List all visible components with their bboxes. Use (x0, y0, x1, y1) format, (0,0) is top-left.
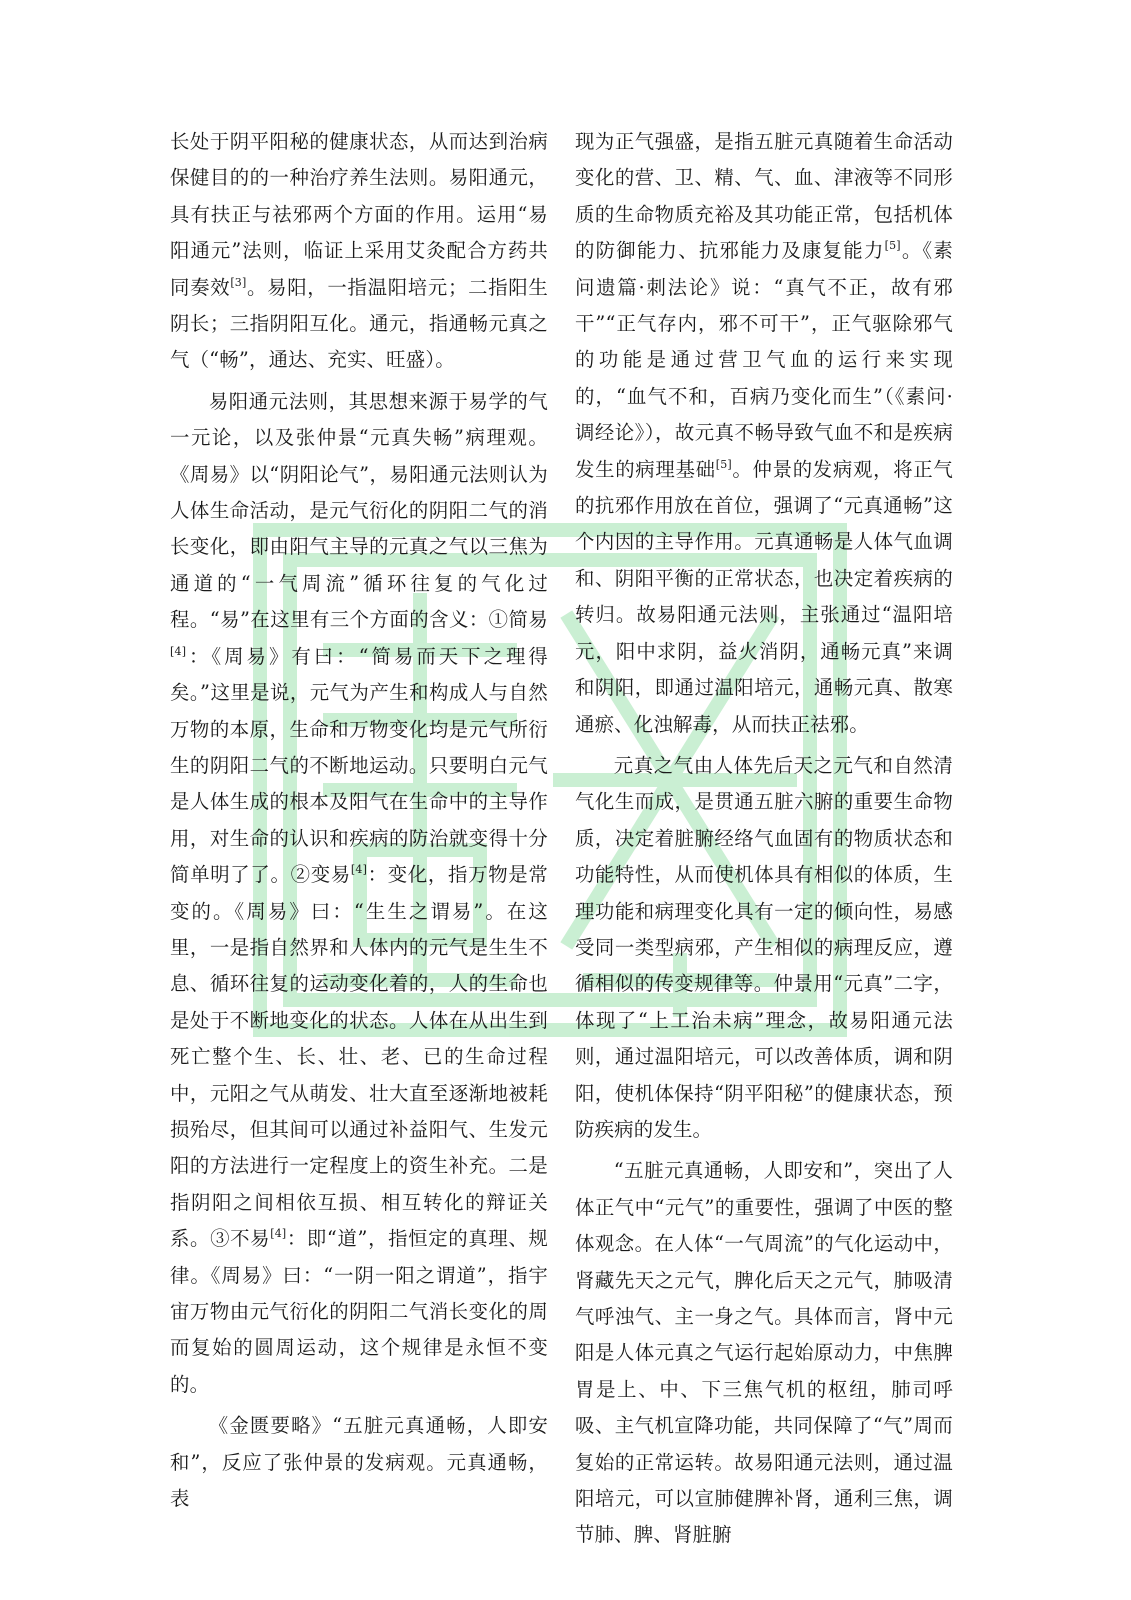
citation-ref: [4] (270, 1227, 287, 1241)
text-run: 易阳通元法则，其思想来源于易学的气一元论，以及张仲景“元真失畅”病理观。《周易》以“阴阳论气”，易阳通元法则认为人体生命活动，是元气衍化的阴阳二气的消长变化，即由阳气主导的元真之气以三焦为通道的“一气周流”循环往复的气化过程。“易”在这里有三个方面的含义：①简易 (170, 389, 548, 632)
text-run: ：即“道”，指恒定的真理、规律。《周易》曰：“一阴一阳之谓道”，指宇宙万物由元气衍化的阴阳二气消长变化的周而复始的圆周运动，这个规律是永恒不变的。 (170, 1227, 548, 1396)
citation-ref: [5] (884, 239, 901, 253)
text-run: 。《素问遗篇·刺法论》说：“真气不正，故有邪干”“正气存内，邪不可干”，正气驱除邪气的功能是通过营卫气血的运行来实现的，“血气不和，百病乃变化而生”（《素问·调经论》），故元真不畅导致气血不和是疾病发生的病理基础 (575, 239, 953, 481)
text-run: 。仲景的发病观，将正气的抗邪作用放在首位，强调了“元真通畅”这个内因的主导作用。元真通畅是人体气血调和、阴阳平衡的正常状态，也决定着疾病的转归。故易阳通元法则，主张通过“温阳培元，阳中求阴，益火消阴，通畅元真”来调和阴阳，即通过温阳培元，通畅元真、散寒通瘀、化浊解毒，从而扶正祛邪。 (575, 457, 953, 736)
text-run: “五脏元真通畅，人即安和”，突出了人体正气中“元气”的重要性，强调了中医的整体观念。在人体“一气周流”的气化运动中，肾藏先天之元气，脾化后天之元气，肺吸清气呼浊气、主一身之气。具体而言，肾中元阳是人体元真之气运行起始原动力，中焦脾胃是上、中、下三焦气机的枢纽，肺司呼吸、主气机宣降功能，共同保障了“气”周而复始的正常运转。故易阳通元法则，通过温阳培元，可以宣肺健脾补肾，通利三焦，调节肺、脾、肾脏腑 (575, 1159, 953, 1547)
text-run: 长处于阴平阳秘的健康状态，从而达到治病保健目的的一种治疗养生法则。易阳通元，具有扶正与祛邪两个方面的作用。运用“易阳通元”法则，临证上采用艾灸配合方药共同奏效 (170, 130, 548, 299)
citation-ref: [3] (230, 275, 247, 289)
paragraph (170, 1408, 548, 1517)
citation-ref: [4] (170, 644, 187, 658)
text-run: 。易阳，一指温阳培元；二指阳生阴长；三指阴阳互化。通元，指通畅元真之气（“畅”，通达、充实、旺盛）。 (170, 275, 549, 372)
citation-ref: [4] (350, 863, 368, 877)
paragraph (575, 124, 953, 743)
text-run: ：变化，指万物是常变的。《周易》曰：“生生之谓易”。在这里，一是指自然界和人体内的元气是生生不息、循环往复的运动变化着的，人的生命也是处于不断地变化的状态。人体在从出生到死亡整个生、长、壮、老、已的生命过程中，元阳之气从萌发、壮大直至逐渐地被耗损殆尽，但其间可以通过补益阳气、生发元阳的方法进行一定程度上的资生补充。二是指阴阳之间相依互损、相互转化的辩证关系。③不易 (170, 863, 548, 1251)
right-text-column (575, 124, 953, 1554)
paragraph (170, 384, 548, 1403)
left-text-column (170, 124, 548, 1517)
paragraph (575, 1153, 953, 1553)
citation-ref: [5] (715, 457, 732, 471)
text-run: 《金匮要略》“五脏元真通畅，人即安和”，反应了张仲景的发病观。元真通畅，表 (170, 1414, 548, 1511)
text-run: ：《周易》有曰：“简易而天下之理得矣。”这里是说，元气为产生和构成人与自然万物的本原，生命和万物变化均是元气所衍生的阴阳二气的不断地运动。只要明白元气是人体生成的根本及阳气在生命中的主导作用，对生命的认识和疾病的防治就变得十分简单明了了。②变易 (170, 644, 548, 887)
text-run: 元真之气由人体先后天之元气和自然清气化生而成，是贯通五脏六腑的重要生命物质，决定着脏腑经络气血固有的物质状态和功能特性，从而使机体具有相似的体质，生理功能和病理变化具有一定的倾向性，易感受同一类型病邪，产生相似的病理反应，遵循相似的传变规律等。仲景用“元真”二字，体现了“上工治未病”理念，故易阳通元法则，通过温阳培元，可以改善体质，调和阴阳，使机体保持“阴平阳秘”的健康状态，预防疾病的发生。 (575, 753, 953, 1141)
text-run: 现为正气强盛，是指五脏元真随着生命活动变化的营、卫、精、气、血、津液等不同形质的生命物质充裕及其功能正常，包括机体的防御能力、抗邪能力及康复能力 (575, 130, 953, 263)
paragraph (170, 124, 548, 379)
paragraph (575, 748, 953, 1148)
